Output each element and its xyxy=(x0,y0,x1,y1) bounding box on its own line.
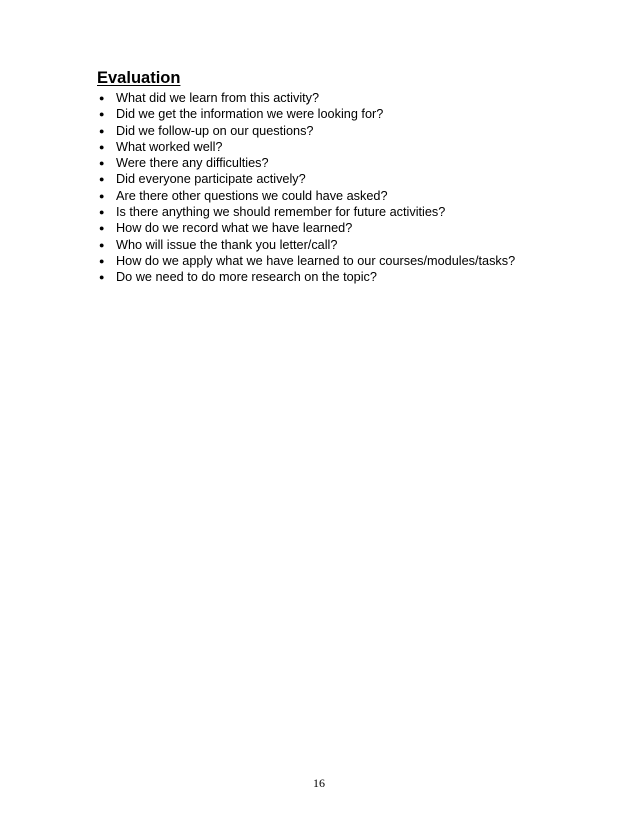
evaluation-section xyxy=(97,68,577,286)
list-item xyxy=(97,139,577,155)
list-item-text: How do we record what we have learned? xyxy=(116,221,353,236)
bullet-icon: ● xyxy=(99,190,105,201)
section-heading: Evaluation xyxy=(97,69,181,87)
list-item xyxy=(97,253,577,269)
list-item-text: Did everyone participate actively? xyxy=(116,172,306,187)
list-item-text: Did we follow-up on our questions? xyxy=(116,123,314,138)
list-item xyxy=(97,106,577,122)
list-item xyxy=(97,90,577,106)
bullet-icon: ● xyxy=(99,158,105,169)
list-item xyxy=(97,237,577,253)
list-item xyxy=(97,269,577,285)
bullet-icon: ● xyxy=(99,109,105,120)
list-item xyxy=(97,204,577,220)
list-item-text: Are there other questions we could have asked? xyxy=(116,188,388,203)
list-item-text: Who will issue the thank you letter/call? xyxy=(116,237,338,252)
list-item-text: Did we get the information we were looking for? xyxy=(116,107,384,122)
list-item xyxy=(97,171,577,187)
list-item xyxy=(97,155,577,171)
list-item-text: Do we need to do more research on the topic? xyxy=(116,270,377,285)
list-item xyxy=(97,123,577,139)
bullet-icon: ● xyxy=(99,239,105,250)
bullet-icon: ● xyxy=(99,125,105,136)
list-item-text: What did we learn from this activity? xyxy=(116,91,320,105)
bullet-icon: ● xyxy=(99,174,105,185)
page-number: 16 xyxy=(313,776,325,790)
bullet-icon: ● xyxy=(99,223,105,234)
bullet-icon: ● xyxy=(99,93,105,103)
list-item-text: Is there anything we should remember for future activities? xyxy=(116,205,446,220)
bullet-icon: ● xyxy=(99,255,105,266)
list-item xyxy=(97,188,577,204)
bullet-icon: ● xyxy=(99,272,105,283)
bullet-icon: ● xyxy=(99,207,105,218)
evaluation-question-list xyxy=(97,90,577,286)
list-item-text: Were there any difficulties? xyxy=(116,156,269,171)
bullet-icon: ● xyxy=(99,141,105,152)
list-item-text: What worked well? xyxy=(116,139,223,154)
list-item-text: How do we apply what we have learned to our courses/modules/tasks? xyxy=(116,253,516,268)
list-item xyxy=(97,220,577,236)
